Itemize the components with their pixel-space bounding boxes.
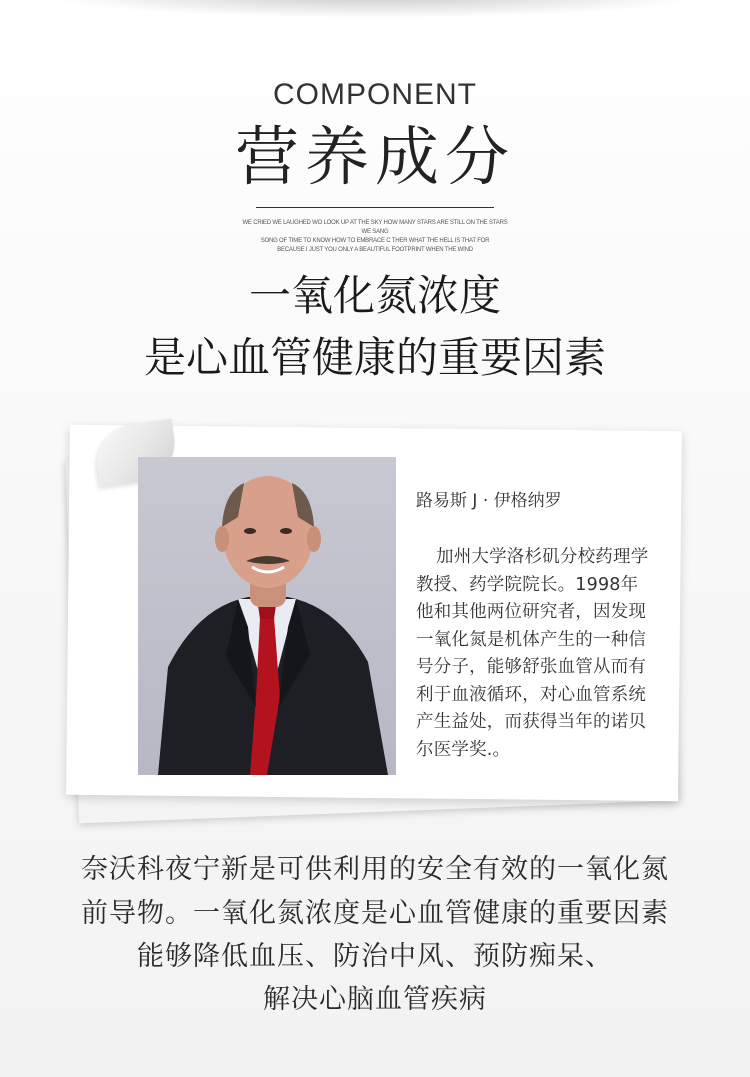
top-shadow bbox=[40, 0, 710, 18]
tagline-line: BECAUSE I JUST YOU ONLY A BEAUTIFUL FOOTPRINT WHEN THE WIND bbox=[277, 247, 473, 253]
person-name: 路易斯 J · 伊格纳罗 bbox=[416, 491, 562, 511]
tagline bbox=[240, 219, 510, 255]
section-eng-title: COMPONENT bbox=[273, 78, 477, 111]
body-line-1: 奈沃科夜宁新是可供利用的安全有效的一氧化氮 bbox=[81, 854, 669, 885]
body-line-4: 解决心脑血管疾病 bbox=[263, 984, 487, 1015]
body-line-3: 能够降低血压、防治中风、预防痴呆、 bbox=[137, 941, 613, 972]
tagline-line: SONG OF TIME TO KNOW HOW TO EMBRACE C THER WHAT THE HELL IS THAT FOR bbox=[260, 238, 490, 244]
portrait-photo bbox=[138, 457, 396, 775]
body-line-2: 前导物。一氧化氮浓度是心血管健康的重要因素 bbox=[81, 898, 669, 929]
headline-line-2: 是心血管健康的重要因素 bbox=[143, 333, 606, 382]
title-divider bbox=[256, 207, 494, 208]
headline-line-1: 一氧化氮浓度 bbox=[248, 271, 501, 320]
section-title: 营养成分 bbox=[235, 121, 515, 195]
tagline-line: WE CRIED WE LAUGHED WO LOOK UP AT THE SKY HOW MANY STARS ARE STILL ON THE STARS WE SANG bbox=[242, 220, 508, 235]
person-bio: 加州大学洛杉矶分校药理学教授、药学院院长。1998年他和其他两位研究者，因发现一氧化氮是机体产生的一种信号分子，能够舒张血管从而有利于血液循环，对心血管系统产生益处，而获得当年的诺贝尔医学奖.。 bbox=[416, 547, 649, 760]
